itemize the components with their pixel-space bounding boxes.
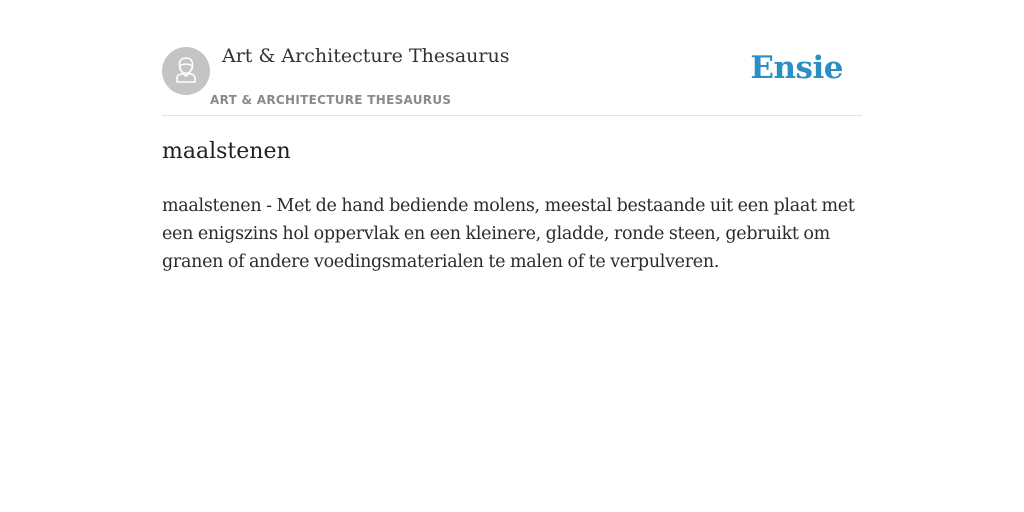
avatar[interactable]: [162, 47, 210, 95]
brand-logo[interactable]: Ensie: [750, 50, 843, 86]
entry-title: maalstenen: [162, 139, 291, 164]
author-subtitle: ART & ARCHITECTURE THESAURUS: [210, 93, 452, 107]
page-header: [162, 40, 862, 116]
user-avatar-icon: [162, 47, 210, 95]
author-name[interactable]: Art & Architecture Thesaurus: [222, 45, 510, 67]
entry-definition: maalstenen - Met de hand bediende molens, meestal bestaande uit een plaat met een enigszins hol oppervlak en een kleinere, gladde, ronde steen, gebruikt om granen of andere voedingsmaterialen te malen of te verpulveren.: [162, 196, 855, 272]
